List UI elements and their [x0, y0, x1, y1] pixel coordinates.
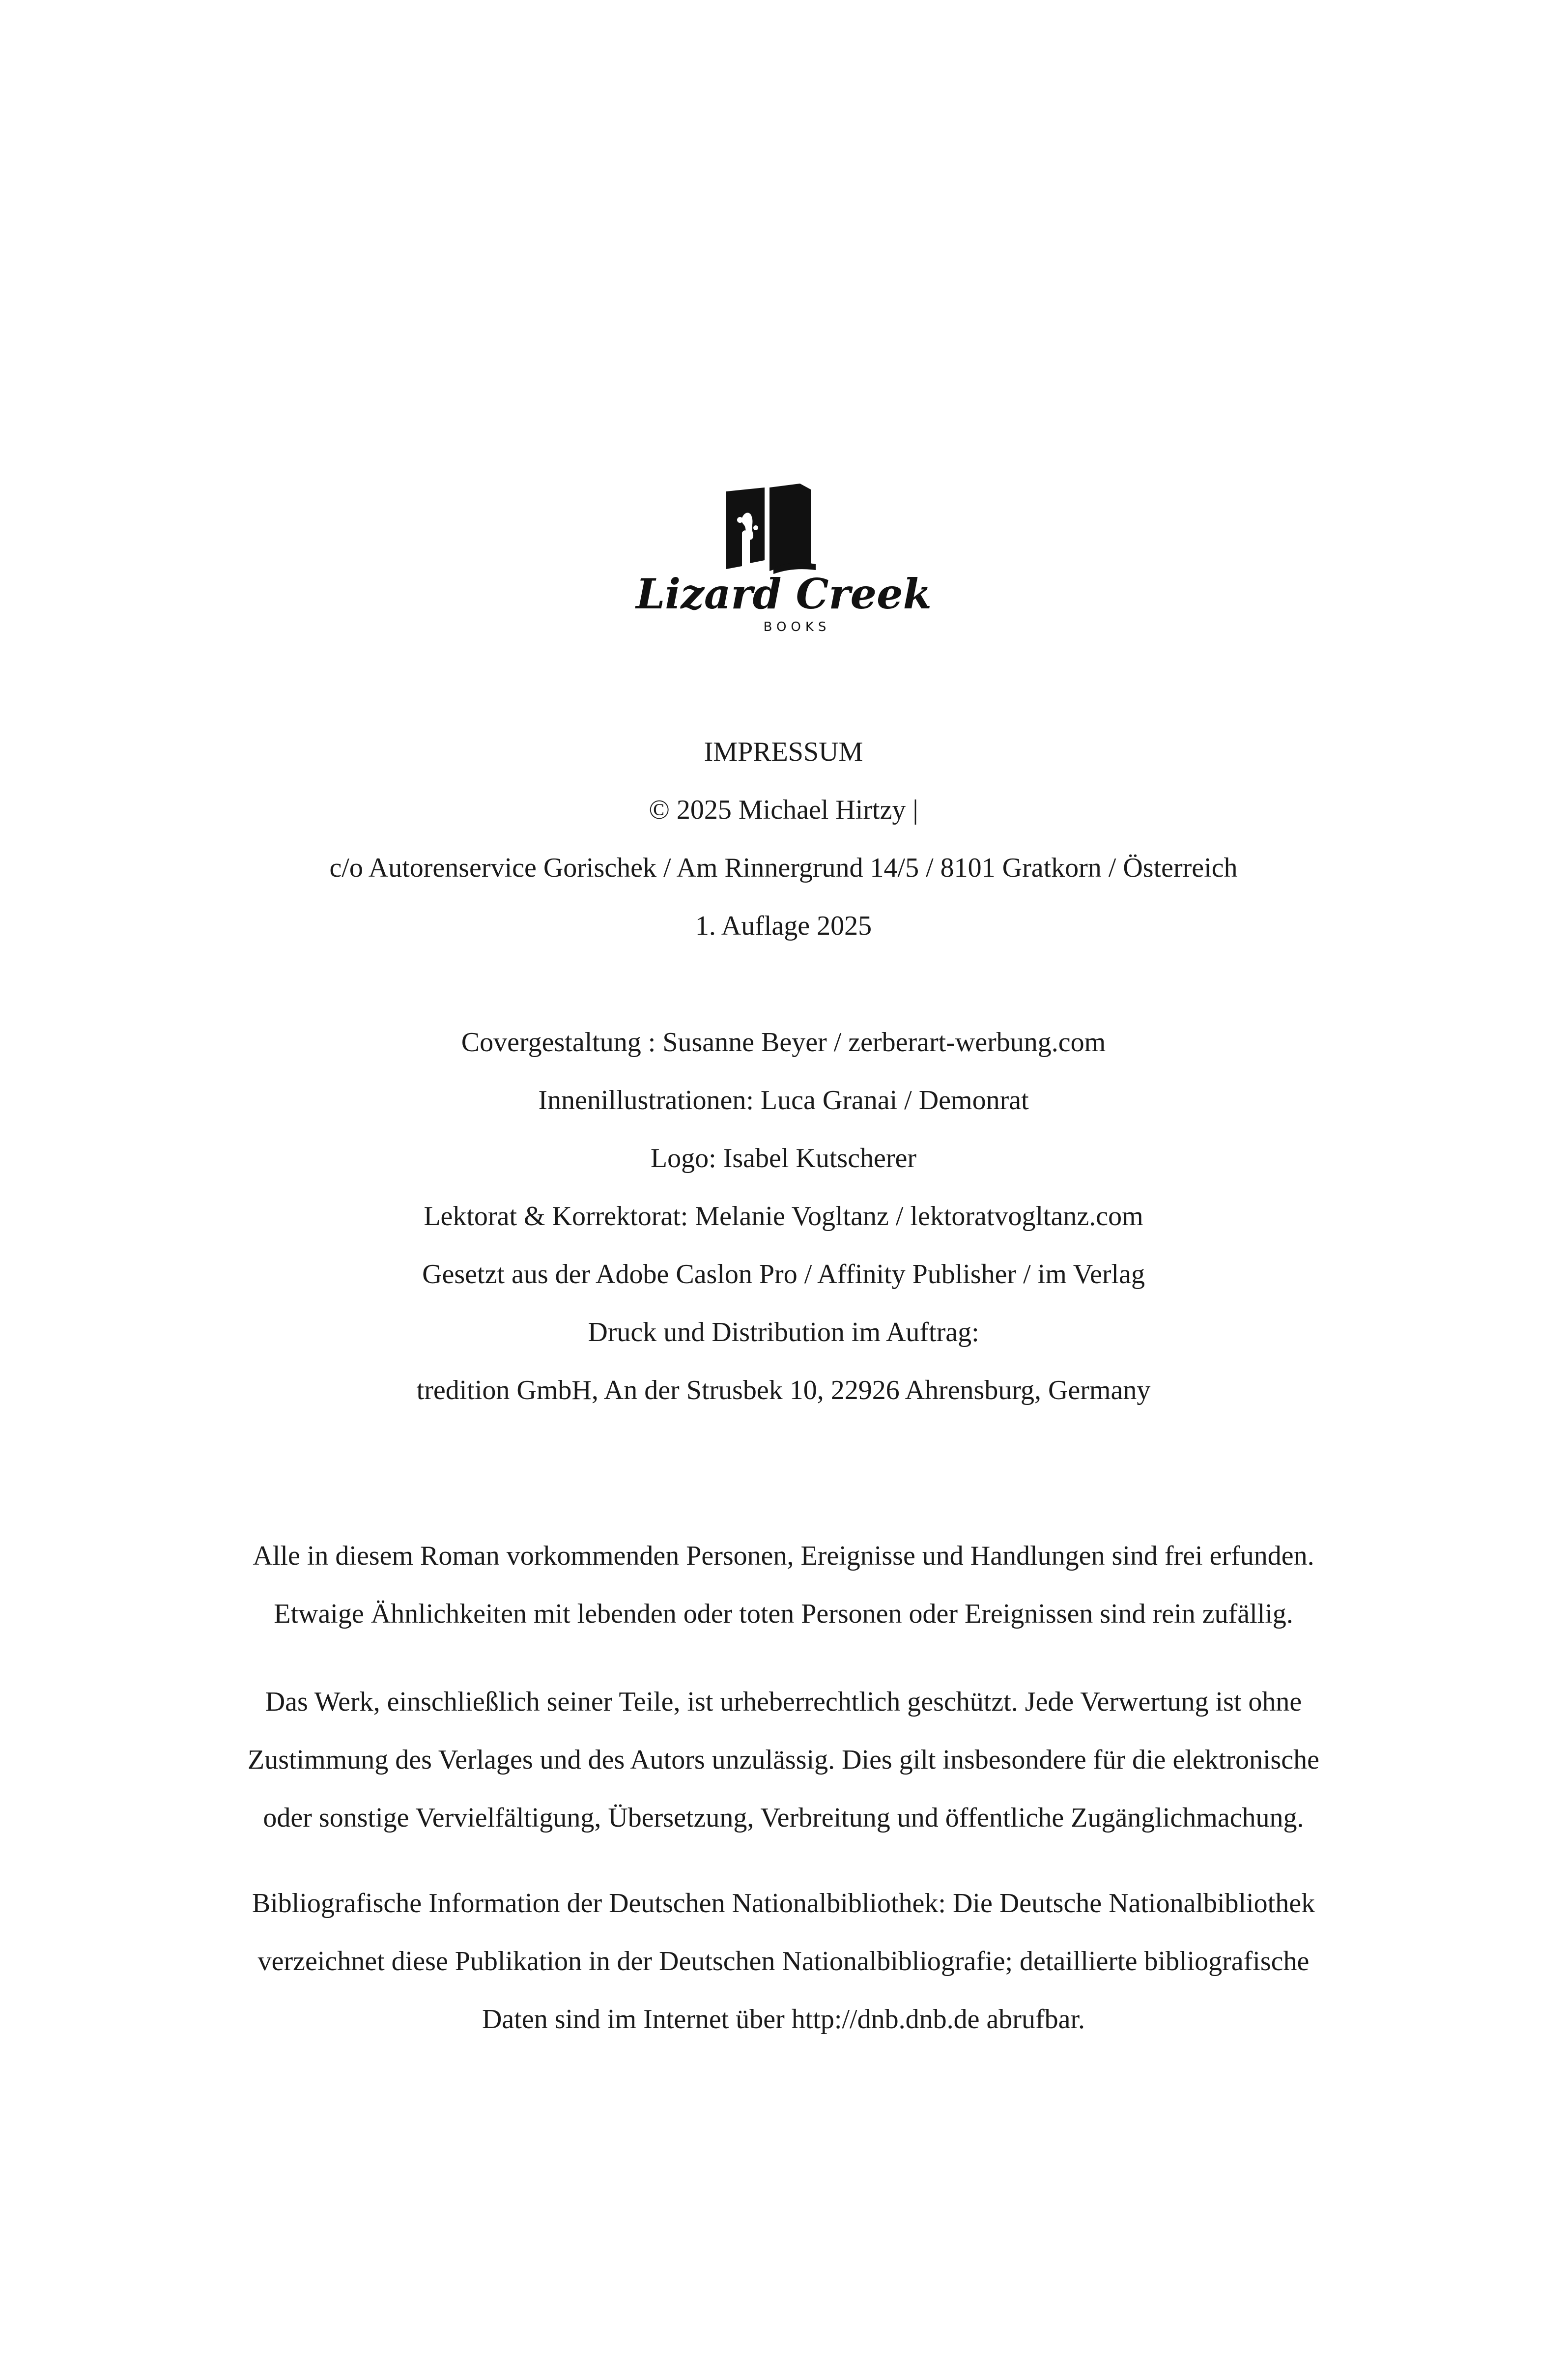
- printing-credit: Druck und Distribution im Auftrag:: [588, 1317, 979, 1348]
- publisher-address: c/o Autorenservice Gorischek / Am Rinnergrund 14/5 / 8101 Gratkorn / Österreich: [329, 853, 1238, 883]
- legal-line: Alle in diesem Roman vorkommenden Personen, Ereignisse und Handlungen sind frei erfunden.: [253, 1541, 1314, 1571]
- logo-wordmark: Lizard Creek: [636, 570, 932, 618]
- legal-line: Das Werk, einschließlich seiner Teile, ist urheberrechtlich geschützt. Jede Verwertung ist ohne: [265, 1687, 1302, 1717]
- legal-line: Etwaige Ähnlichkeiten mit lebenden oder toten Personen oder Ereignissen sind rein zufällig.: [274, 1599, 1293, 1629]
- copyright-line: © 2025 Michael Hirtzy |: [649, 795, 918, 825]
- illustration-credit: Innenillustrationen: Luca Granai / Demonrat: [538, 1085, 1029, 1116]
- publisher-logo: [636, 482, 932, 639]
- legal-line: Zustimmung des Verlages und des Autors unzulässig. Dies gilt insbesondere für die elektronische: [247, 1745, 1320, 1775]
- legal-line: Daten sind im Internet über http://dnb.dnb.de abrufbar.: [482, 2004, 1085, 2035]
- logo-credit: Logo: Isabel Kutscherer: [650, 1143, 917, 1174]
- legal-line: verzeichnet diese Publikation in der Deutschen Nationalbibliografie; detaillierte bibliografische: [257, 1946, 1310, 1977]
- fiction-disclaimer: [0, 1527, 1567, 1643]
- typesetting-credit: Gesetzt aus der Adobe Caslon Pro / Affinity Publisher / im Verlag: [422, 1259, 1145, 1290]
- edition-line: 1. Auflage 2025: [695, 911, 872, 941]
- editing-credit: Lektorat & Korrektorat: Melanie Vogltanz / lektoratvogltanz.com: [424, 1201, 1143, 1232]
- cover-credit: Covergestaltung : Susanne Beyer / zerberart-werbung.com: [461, 1027, 1106, 1058]
- credits-block: [0, 1013, 1567, 1419]
- legal-line: oder sonstige Vervielfältigung, Übersetzung, Verbreitung und öffentliche Zugänglichmachung.: [263, 1803, 1304, 1833]
- copyright-notice: [0, 1673, 1567, 1847]
- impressum-block: [0, 723, 1567, 955]
- distributor-address: tredition GmbH, An der Strusbek 10, 22926 Ahrensburg, Germany: [416, 1375, 1151, 1405]
- impressum-heading: IMPRESSUM: [704, 737, 863, 767]
- open-book-lizard-icon: [636, 482, 932, 639]
- bibliographic-information: [0, 1874, 1567, 2048]
- logo-subline: BOOKS: [763, 620, 831, 634]
- legal-line: Bibliografische Information der Deutschen Nationalbibliothek: Die Deutsche Nationalbibliothek: [252, 1888, 1315, 1919]
